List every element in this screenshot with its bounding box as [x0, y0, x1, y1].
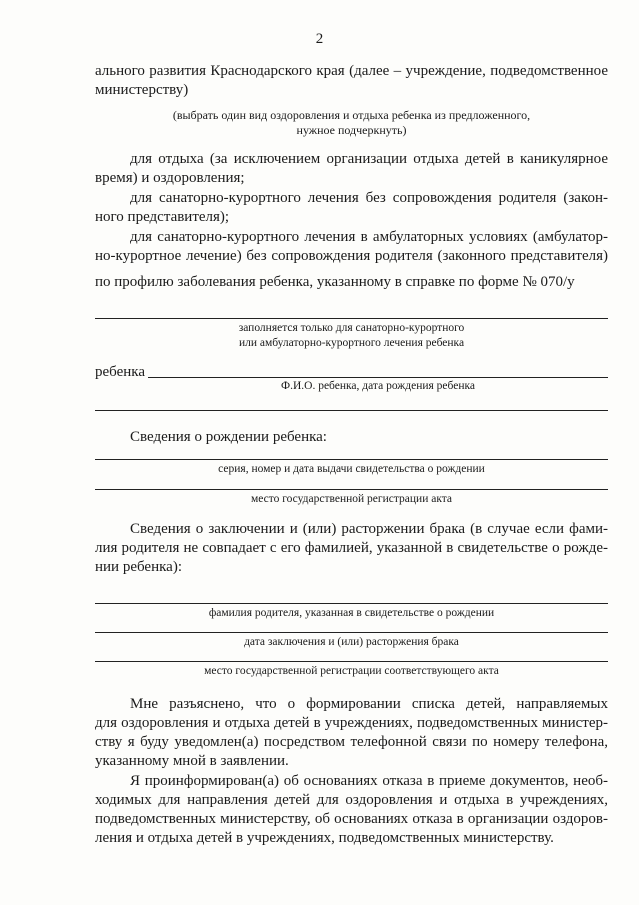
notice-p2-line-2: ходимых для направления детей для оздоровления и отдыха в учреждениях,	[95, 792, 608, 808]
profile-caption-1: заполняется только для санаторно-курортного	[238, 322, 465, 334]
notice-p2-line-3: подведомственных министерству, об основаниях отказа в организации оздоров-	[95, 811, 608, 827]
child-name-field-line[interactable]	[148, 377, 608, 378]
intro-line-1: ального развития Краснодарского края (далее – учреждение, подведомственное	[95, 63, 608, 79]
marriage-line-3: нии ребенка):	[95, 559, 182, 575]
birth-heading: Сведения о рождении ребенка:	[130, 429, 327, 445]
notice-p1-line-2: для оздоровления и отдыха детей в учреждениях, подведомственных министер-	[95, 715, 608, 731]
child-label: ребенка	[95, 364, 145, 380]
profile-field-line[interactable]	[95, 318, 608, 319]
notice-p2-line-1: Я проинформирован(а) об основаниях отказа в приеме документов, необ-	[130, 773, 608, 789]
option-rest-line-2: время) и оздоровления;	[95, 170, 245, 186]
notice-p1-line-4: указанному мной в заявлении.	[95, 753, 289, 769]
birth-certificate-field-line[interactable]	[95, 459, 608, 460]
page-number: 2	[315, 31, 324, 47]
marriage-place-caption: место государственной регистрации соответствующего акта	[204, 665, 499, 677]
choose-note-line-1: (выбрать один вид оздоровления и отдыха ребенка из предложенного,	[172, 108, 531, 122]
birth-place-caption: место государственной регистрации акта	[250, 493, 453, 505]
marriage-line-2: лия родителя не совпадает с его фамилией, указанной в свидетельстве о рожде-	[95, 540, 608, 556]
option-outpatient-line-1: для санаторно-курортного лечения в амбулаторных условиях (амбулатор-	[130, 229, 608, 245]
option-sanatorium-line-2: ного представителя);	[95, 209, 230, 225]
marriage-place-field-line[interactable]	[95, 661, 608, 662]
profile-caption-2: или амбулаторно-курортного лечения ребенка	[238, 337, 465, 349]
notice-p2-line-4: ления и отдыха детей в учреждениях, подведомственных министерству.	[95, 830, 554, 846]
option-sanatorium-line-1: для санаторно-курортного лечения без сопровождения родителя (закон-	[130, 190, 608, 206]
choose-note-line-2: нужное подчеркнуть)	[296, 123, 407, 137]
marriage-date-field-line[interactable]	[95, 632, 608, 633]
child-caption: Ф.И.О. ребенка, дата рождения ребенка	[281, 380, 475, 392]
birth-place-field-line[interactable]	[95, 489, 608, 490]
marriage-surname-field-line[interactable]	[95, 603, 608, 604]
option-rest-line-1: для отдыха (за исключением организации отдыха детей в каникулярное	[130, 151, 608, 167]
marriage-date-caption: дата заключения и (или) расторжения брака	[244, 636, 459, 648]
option-outpatient-line-2: но-курортное лечение) без сопровождения родителя (законного представителя)	[95, 248, 608, 264]
intro-line-2: министерству)	[95, 82, 189, 98]
birth-certificate-caption: серия, номер и дата выдачи свидетельства о рождении	[218, 463, 485, 475]
child-extra-field-line[interactable]	[95, 410, 608, 411]
marriage-surname-caption: фамилия родителя, указанная в свидетельстве о рождении	[208, 607, 495, 619]
marriage-line-1: Сведения о заключении и (или) расторжении брака (в случае если фами-	[130, 521, 608, 537]
notice-p1-line-3: ству я буду уведомлен(а) посредством телефонной связи по номеру телефона,	[95, 734, 608, 750]
profile-text: по профилю заболевания ребенка, указанному в справке по форме № 070/у	[95, 274, 575, 290]
notice-p1-line-1: Мне разъяснено, что о формировании списка детей, направляемых	[130, 696, 608, 712]
